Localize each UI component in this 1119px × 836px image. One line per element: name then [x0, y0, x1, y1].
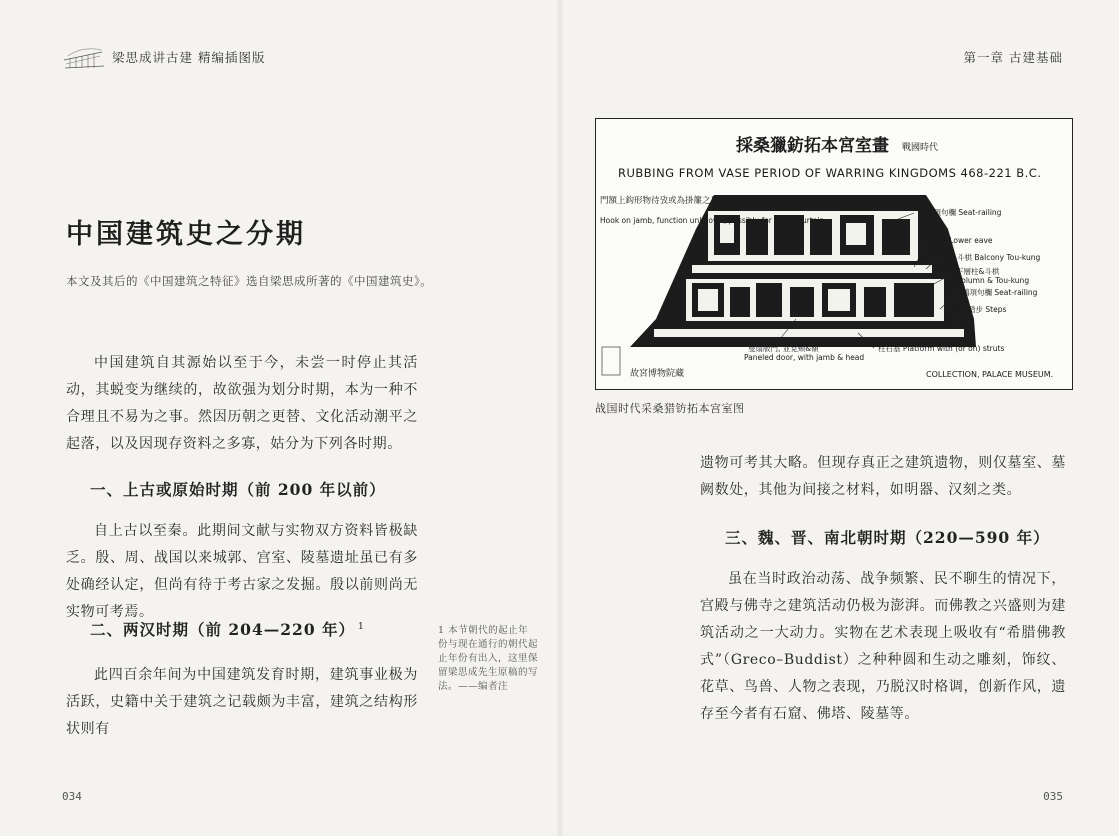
chapter-title: 中国建筑史之分期: [66, 219, 306, 250]
label-door-en: Paneled door, with jamb & head: [744, 353, 865, 362]
rubbing-illustration: [595, 118, 1073, 390]
hook-note-en: Hook on jamb, function unknown, possibly for lifting curtain.: [600, 216, 827, 225]
label-column-cn: 下層柱&斗栱: [956, 267, 1000, 276]
sketch-logo-icon: [62, 44, 106, 70]
figure-title-cn: 採桑獵鈁拓本宮室畫: [736, 136, 889, 156]
page-number-left: 034: [62, 790, 82, 803]
label-platform: 柱石基 Platform with (or on) struts: [878, 344, 1005, 353]
seal-stamp-icon: [602, 347, 620, 375]
collection-cn: 故宮博物院藏: [630, 369, 685, 379]
running-header-left: [62, 44, 265, 70]
footnote: 1 本节朝代的起止年份与现在通行的朝代起止年份有出入，这里保留梁思成先生原稿的写法。——编者注: [438, 625, 539, 692]
body-paragraph-continued: 遗物可考其大略。但现存真正之建筑遗物，则仅墓室、墓阙数处，其他为间接之材料，如明器、汉刻之类。: [700, 455, 1066, 498]
intro-note: 本文及其后的《中国建筑之特征》选自梁思成所著的《中国建筑史》。: [66, 274, 433, 288]
label-balcony-toukung: 平坐斗栱 Balcony Tou-kung: [942, 253, 1041, 262]
label-column-en: Column & Tou-kung: [956, 276, 1030, 285]
label-seat-railing-upper: 鵝項句欄 Seat-railing: [926, 208, 1002, 217]
section-heading-1: 一、上古或原始时期（前 200 年以前）: [90, 480, 386, 499]
palace-rubbing-drawing: [596, 119, 1071, 388]
section-heading-2: [90, 618, 365, 640]
label-door-cn: 曼扇版門, 並見頰&額: [748, 344, 819, 353]
page-number-right: 035: [1043, 790, 1063, 803]
body-paragraph-4: 虽在当时政治动荡、战争频繁、民不聊生的情况下，宫殿与佛寺之建筑活动仍极为澎湃。而佛教之兴盛则为建筑活动之一大动力。实物在艺术表现上吸收有“希腊佛教式”（Greco–Buddist）之种种圆和生动之雕刻，饰纹、花草、鸟兽、人物之表现，乃脱汉时格调，创新作风，遗存至今者有石窟、佛塔、陵墓等。: [700, 571, 1066, 722]
body-paragraph-1: 中国建筑自其源始以至于今，未尝一时停止其活动，其蜕变为继续的，故欲强为划分时期，本为一种不合理且不易为之事。然因历朝之更替、文化活动潮平之起落，以及因现存资料之多寡，姑分为下列各时期。: [66, 355, 418, 452]
figure-caption: 战国时代采桑猎钫拓本宫室图: [595, 402, 745, 415]
running-header-right: 第一章 古建基础: [963, 50, 1063, 65]
hook-note-cn: 門額上鈎形物待攷或為掛簾之用。: [600, 196, 728, 206]
body-paragraph-3: 此四百余年间为中国建筑发育时期，建筑事业极为活跃，史籍中关于建筑之记载颇为丰富，建筑之结构形状则有: [66, 667, 418, 737]
label-steps: 踏步 Steps: [968, 305, 1007, 314]
figure-title-cn-sub: 戰國時代: [902, 143, 939, 153]
book-title-header: 梁思成讲古建 精编插图版: [112, 50, 266, 65]
figure-title-en: RUBBING FROM VASE PERIOD OF WARRING KINGDOMS 468-221 B.C.: [618, 166, 1042, 180]
label-lower-eave: 下擔 Lower eave: [932, 236, 993, 245]
section-heading-2-text: 二、两汉时期（前 204—220 年）: [90, 620, 356, 639]
footnote-marker[interactable]: 1: [358, 621, 365, 632]
collection-en: COLLECTION, PALACE MUSEUM.: [926, 370, 1054, 379]
section-heading-3: 三、魏、晋、南北朝时期（220—590 年）: [725, 528, 1050, 547]
body-paragraph-2: 自上古以至秦。此期间文献与实物双方资料皆极缺乏。殷、周、战国以来城郭、宫室、陵墓遗址虽已有多处确经认定，但尚有待于考古家之发掘。殷以前则尚无实物可考焉。: [66, 523, 418, 620]
label-seat-railing-lower: 鵝項句欄 Seat-railing: [962, 288, 1038, 297]
